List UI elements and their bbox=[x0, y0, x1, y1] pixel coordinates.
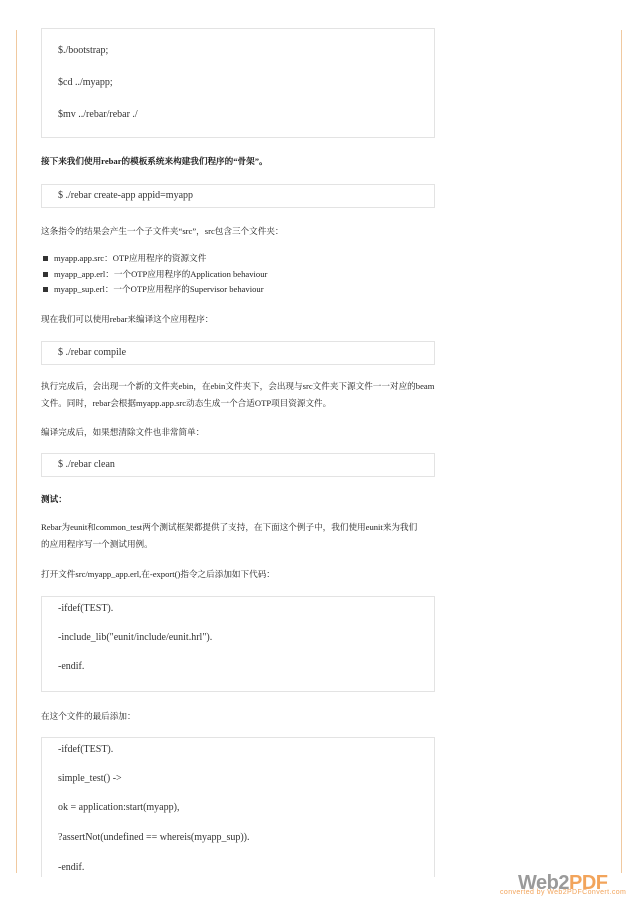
code-line: ?assertNot(undefined == whereis(myapp_sup)). bbox=[58, 832, 250, 843]
paragraph-eunit-1: Rebar为eunit和common_test两个测试框架都提供了支持，在下面这个例子中，我们使用eunit来为我们 bbox=[41, 522, 418, 532]
paragraph-clean: 编译完成后，如果想清除文件也非常简单： bbox=[41, 427, 205, 437]
code-block-clean bbox=[41, 453, 435, 477]
list-item: myapp_sup.erl：一个OTP应用程序的Supervisor behaviour bbox=[41, 282, 267, 298]
paragraph-ebin-2: 文件。同时，rebar会根据myapp.app.src动态生成一个合适OTP项目资源文件。 bbox=[41, 398, 332, 408]
paragraph-ebin-1: 执行完成后，会出现一个新的文件夹ebin，在ebin文件夹下，会出现与src文件夹下源文件一一对应的beam bbox=[41, 381, 435, 391]
list-item: myapp_app.erl：一个OTP应用程序的Application behaviour bbox=[41, 267, 267, 283]
code-line: $ ./rebar clean bbox=[58, 459, 115, 470]
code-line: $ ./rebar create-app appid=myapp bbox=[58, 190, 194, 201]
code-block-simple-test bbox=[41, 737, 435, 877]
web2pdf-logo: Web2PDF bbox=[518, 872, 608, 894]
paragraph-open-file: 打开文件src/myapp_app.erl,在-export()指令之后添加如下代码： bbox=[41, 569, 275, 579]
code-line: $mv ../rebar/rebar ./ bbox=[58, 109, 138, 120]
code-line: -endif. bbox=[58, 661, 85, 672]
code-line: $./bootstrap; bbox=[58, 45, 109, 56]
code-line: -ifdef(TEST). bbox=[58, 744, 114, 755]
code-line: ok = application:start(myapp), bbox=[58, 802, 180, 813]
paragraph-result: 这条指令的结果会产生一个子文件夹“src”，src包含三个文件夹： bbox=[41, 226, 284, 236]
code-line: -endif. bbox=[58, 862, 85, 873]
paragraph-template: 接下来我们使用rebar的模板系统来构建我们程序的“骨架”。 bbox=[41, 156, 268, 166]
list-item: myapp.app.src：OTP应用程序的资源文件 bbox=[41, 251, 267, 267]
right-page-border bbox=[621, 30, 622, 873]
section-heading-test: 测试： bbox=[41, 494, 67, 504]
left-page-border bbox=[16, 30, 17, 873]
paragraph-compile: 现在我们可以使用rebar来编译这个应用程序： bbox=[41, 314, 214, 324]
code-block-compile bbox=[41, 341, 435, 365]
code-line: -ifdef(TEST). bbox=[58, 603, 114, 614]
paragraph-eunit-2: 的应用程序写一个测试用例。 bbox=[41, 539, 153, 549]
code-line: -include_lib("eunit/include/eunit.hrl"). bbox=[58, 632, 213, 643]
code-line: simple_test() -> bbox=[58, 773, 122, 784]
code-block-create-app bbox=[41, 184, 435, 208]
file-list bbox=[41, 251, 267, 298]
code-line: $ ./rebar compile bbox=[58, 347, 127, 358]
code-line: $cd ../myapp; bbox=[58, 77, 113, 88]
web2pdf-tagline: converted by Web2PDFConvert.com bbox=[500, 889, 627, 896]
code-block-ifdef bbox=[41, 596, 435, 692]
paragraph-append: 在这个文件的最后添加： bbox=[41, 711, 136, 721]
code-block-bootstrap bbox=[41, 28, 435, 138]
